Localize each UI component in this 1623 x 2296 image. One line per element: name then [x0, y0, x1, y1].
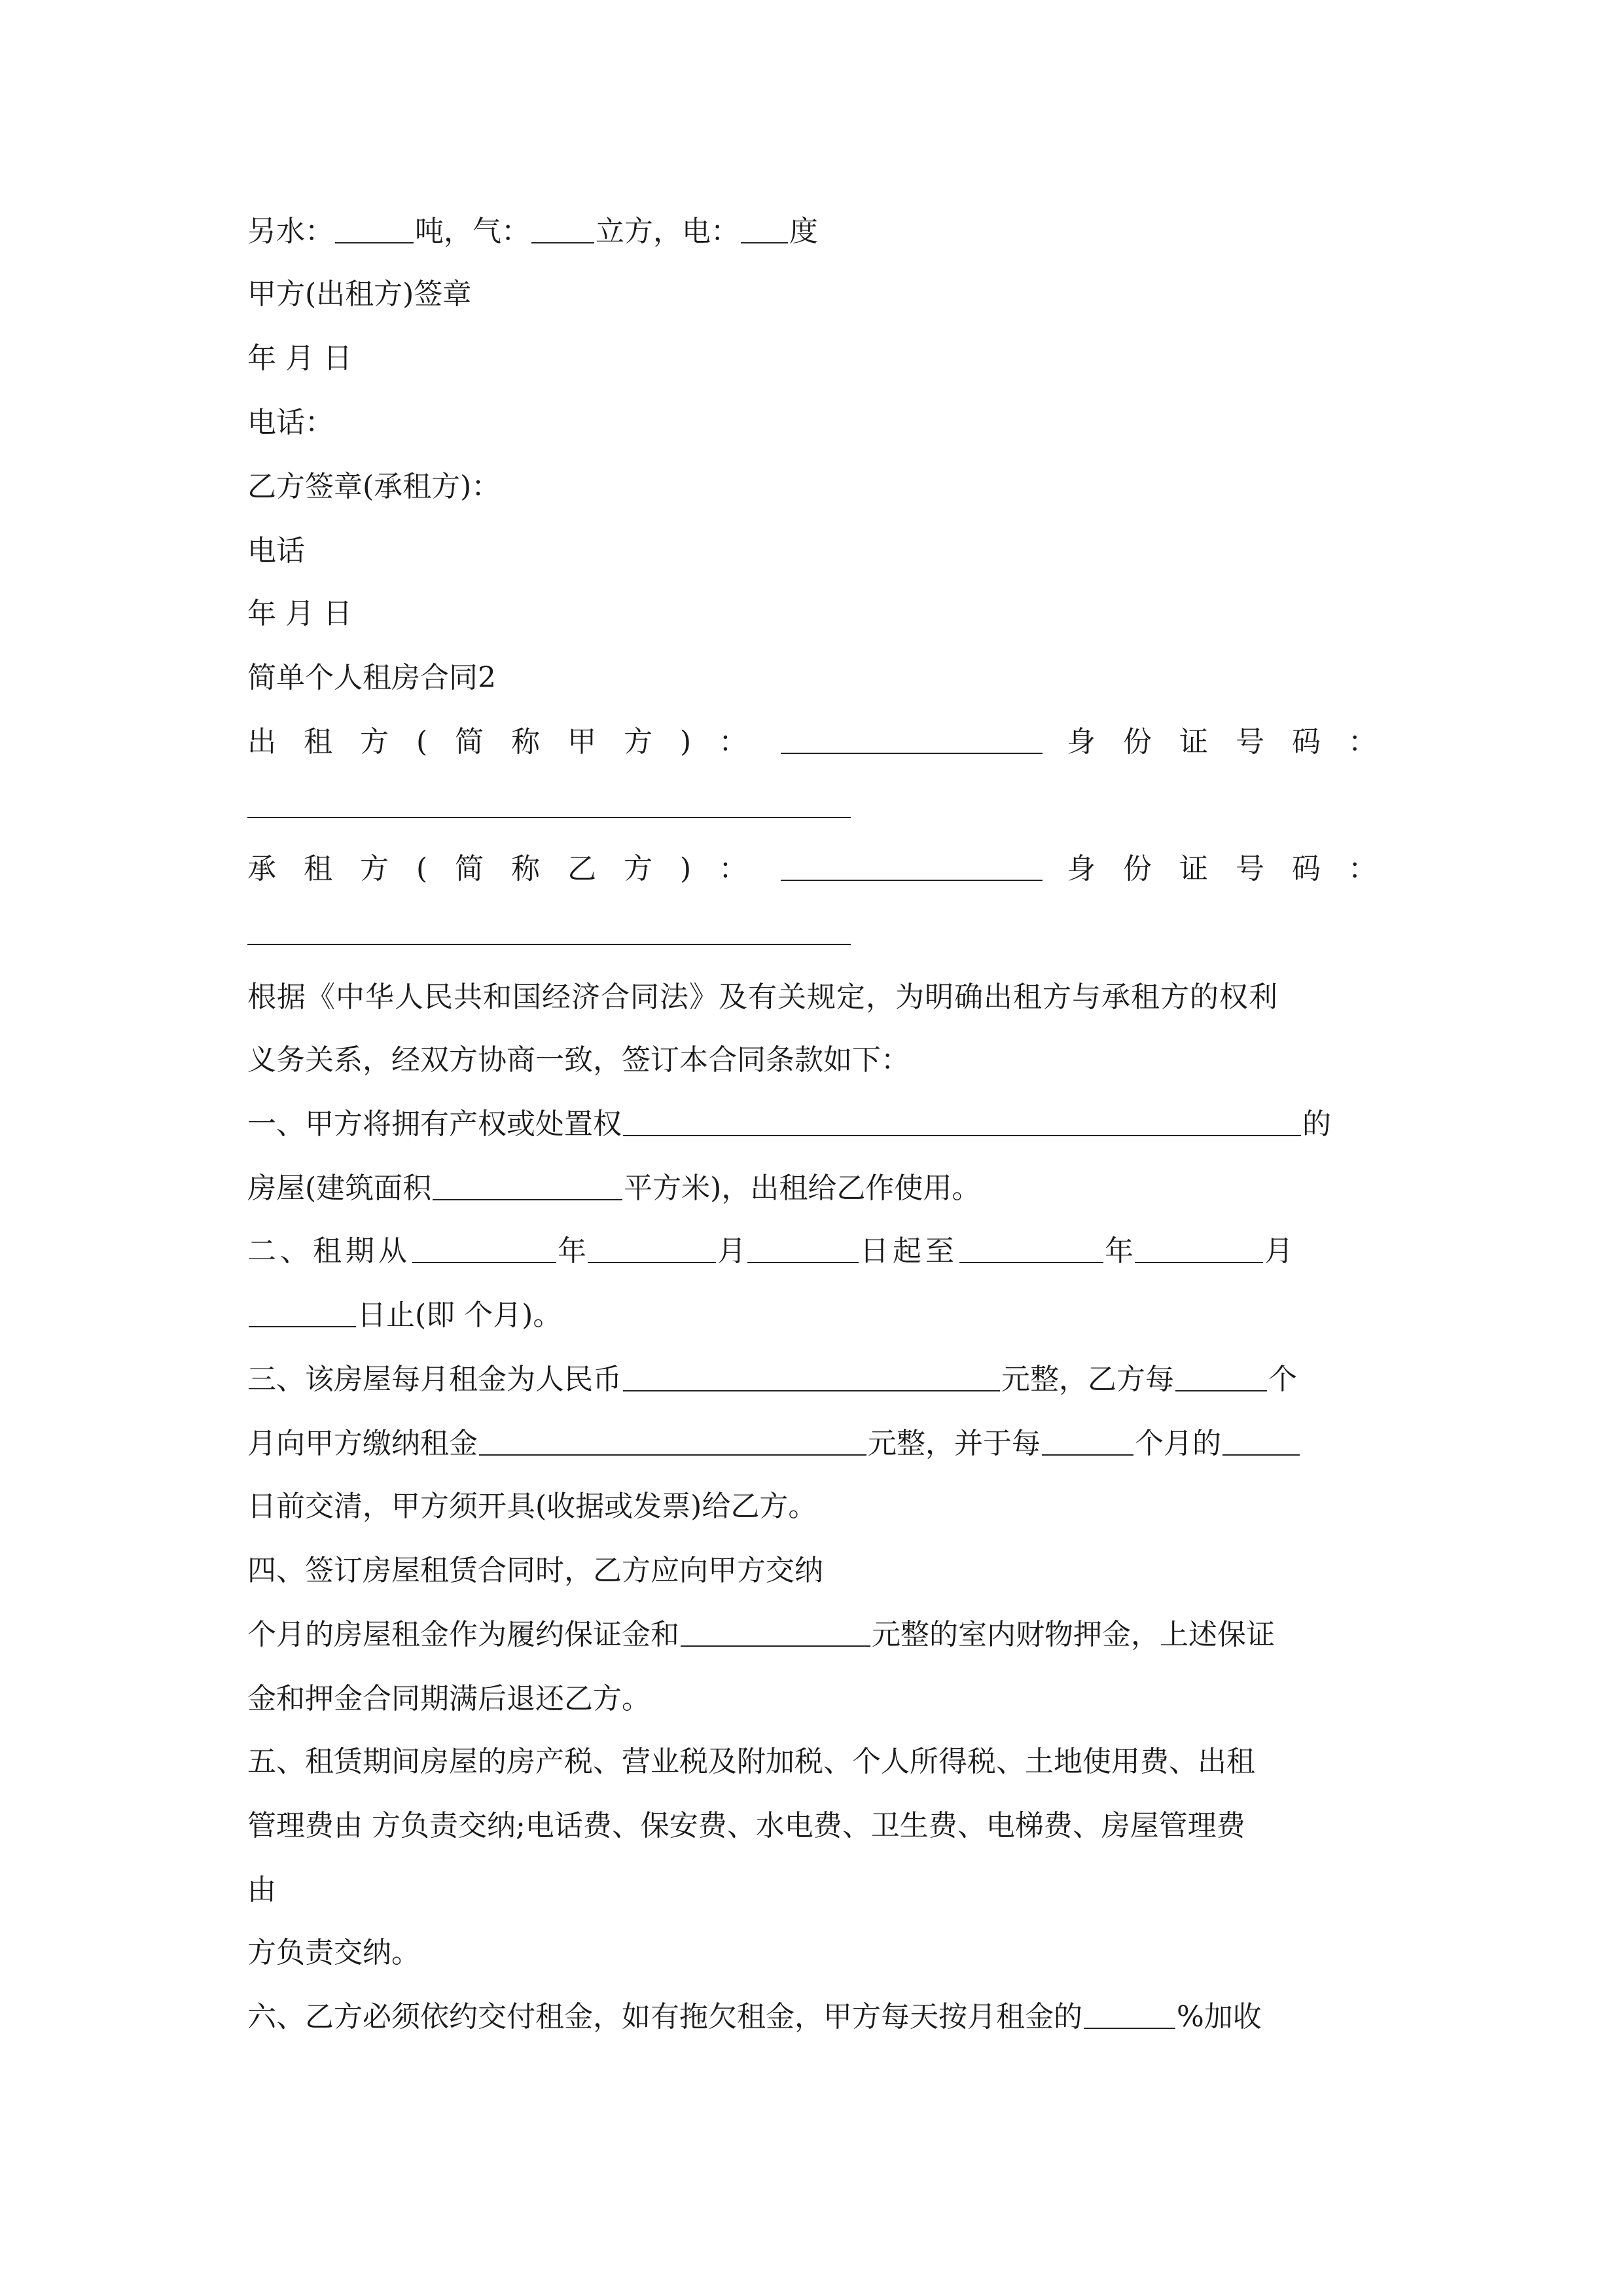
utilities-line: [247, 208, 1386, 255]
lessor-id-label: 身 份 证 号 码 ：: [1067, 725, 1386, 759]
clause-1-line-2: [247, 1165, 1386, 1212]
start-day-blank[interactable]: [747, 1233, 859, 1263]
party-a-date-line: 年 月 日: [247, 342, 352, 375]
lessor-label: 出 租 方 ( 简 称 甲 方 ) ：: [247, 725, 757, 759]
clause-2-line-1: [247, 1228, 1386, 1275]
rent-suffix: 元整，乙方每: [1001, 1363, 1174, 1396]
deposit-amount-blank[interactable]: [681, 1617, 870, 1647]
late-fee-label: 六、乙方必须依约交付租金，如有拖欠租金，甲方每天按月租金的: [247, 2000, 1082, 2034]
payment-label: 月向甲方缴纳租金: [247, 1427, 478, 1460]
water-blank[interactable]: [335, 213, 414, 243]
clause-2-line-2: [247, 1292, 1386, 1339]
end-day-blank[interactable]: [249, 1297, 356, 1327]
clause-5-line-4: 方负责交纳。: [247, 1936, 420, 1969]
clause-3-line-3: 日前交清，甲方须开具(收据或发票)给乙方。: [247, 1490, 817, 1523]
payment-interval-blank[interactable]: [1175, 1361, 1267, 1391]
end-year-label: 年: [1105, 1234, 1133, 1268]
party-b-phone-line: 电话: [247, 534, 305, 567]
clause-1-line-1: [247, 1101, 1386, 1148]
lessee-id-label: 身 份 证 号 码 ：: [1067, 852, 1386, 886]
end-month-label: 月: [1264, 1234, 1293, 1268]
lessor-line: [247, 719, 1386, 766]
clause-1-suffix: 的: [1302, 1107, 1331, 1141]
lessee-id-blank[interactable]: [247, 944, 851, 945]
clause-5-line-2: 管理费由 方负责交纳;电话费、保安费、水电费、卫生费、电梯费、房屋管理费: [247, 1809, 1245, 1842]
deposit-suffix: 元整的室内财物押金，上述保证: [872, 1618, 1275, 1651]
lessee-name-blank[interactable]: [781, 851, 1043, 881]
late-fee-suffix: %加收: [1177, 2000, 1262, 2034]
clause-1-text: 一、甲方将拥有产权或处置权: [247, 1107, 622, 1141]
gas-blank[interactable]: [531, 213, 594, 243]
payment-month-label: 个月的: [1135, 1427, 1221, 1460]
preamble-line-1: 根据《中华人民共和国经济合同法》及有关规定，为明确出租方与承租方的权利: [247, 980, 1278, 1014]
water-label: 另水：: [247, 215, 334, 248]
area-suffix: 平方米)，出租给乙作使用。: [624, 1172, 981, 1205]
lessee-label: 承 租 方 ( 简 称 乙 方 ) ：: [247, 852, 757, 886]
property-address-blank[interactable]: [623, 1106, 1301, 1136]
end-month-blank[interactable]: [1135, 1233, 1263, 1263]
start-month-label: 月: [717, 1234, 746, 1268]
start-month-blank[interactable]: [588, 1233, 716, 1263]
payment-day-blank[interactable]: [1222, 1426, 1300, 1456]
lessee-line: [247, 846, 1386, 893]
payment-month-blank[interactable]: [1042, 1426, 1133, 1456]
clause-4-line-2: [247, 1611, 1386, 1659]
gas-label: 吨，气：: [415, 215, 530, 248]
electricity-label: 立方，电：: [596, 215, 740, 248]
area-label: 房屋(建筑面积: [247, 1172, 432, 1205]
late-fee-percent-blank[interactable]: [1084, 1999, 1175, 2029]
start-year-blank[interactable]: [412, 1233, 556, 1263]
lessor-name-blank[interactable]: [781, 724, 1043, 754]
monthly-rent-blank[interactable]: [623, 1361, 1000, 1391]
clause-5-line-3: 由: [247, 1873, 276, 1907]
end-day-text: 日止(即 个月)。: [357, 1299, 562, 1332]
start-day-label: 日起至: [860, 1234, 958, 1268]
clause-4-line-1: 四、签订房屋租赁合同时，乙方应向甲方交纳: [247, 1554, 823, 1587]
party-a-signature-line: 甲方(出租方)签章: [247, 278, 472, 311]
party-b-date-line: 年 月 日: [247, 597, 352, 630]
deposit-label: 个月的房屋租金作为履约保证金和: [247, 1618, 679, 1651]
payment-suffix: 元整，并于每: [868, 1427, 1041, 1460]
electricity-unit: 度: [789, 215, 818, 248]
preamble-line-2: 义务关系，经双方协商一致，签订本合同条款如下：: [247, 1043, 910, 1077]
clause-4-line-3: 金和押金合同期满后退还乙方。: [247, 1682, 651, 1715]
area-blank[interactable]: [433, 1170, 622, 1200]
lessor-id-blank[interactable]: [247, 817, 851, 818]
party-b-signature-line: 乙方签章(承租方)：: [247, 470, 501, 503]
start-year-label: 年: [558, 1234, 586, 1268]
electricity-blank[interactable]: [741, 213, 788, 243]
contract-title: 简单个人租房合同2: [247, 661, 496, 694]
payment-amount-blank[interactable]: [479, 1426, 866, 1456]
clause-6-line-1: [247, 1994, 1386, 2041]
clause-3-line-1: [247, 1356, 1386, 1403]
rent-label: 三、该房屋每月租金为人民币: [247, 1363, 622, 1396]
clause-5-line-1: 五、租赁期间房屋的房产税、营业税及附加税、个人所得税、土地使用费、出租: [247, 1745, 1255, 1778]
term-label: 二、租期从: [247, 1234, 411, 1268]
interval-unit: 个: [1268, 1363, 1297, 1396]
party-a-phone-line: 电话：: [247, 406, 334, 439]
clause-3-line-2: [247, 1420, 1386, 1467]
end-year-blank[interactable]: [959, 1233, 1103, 1263]
